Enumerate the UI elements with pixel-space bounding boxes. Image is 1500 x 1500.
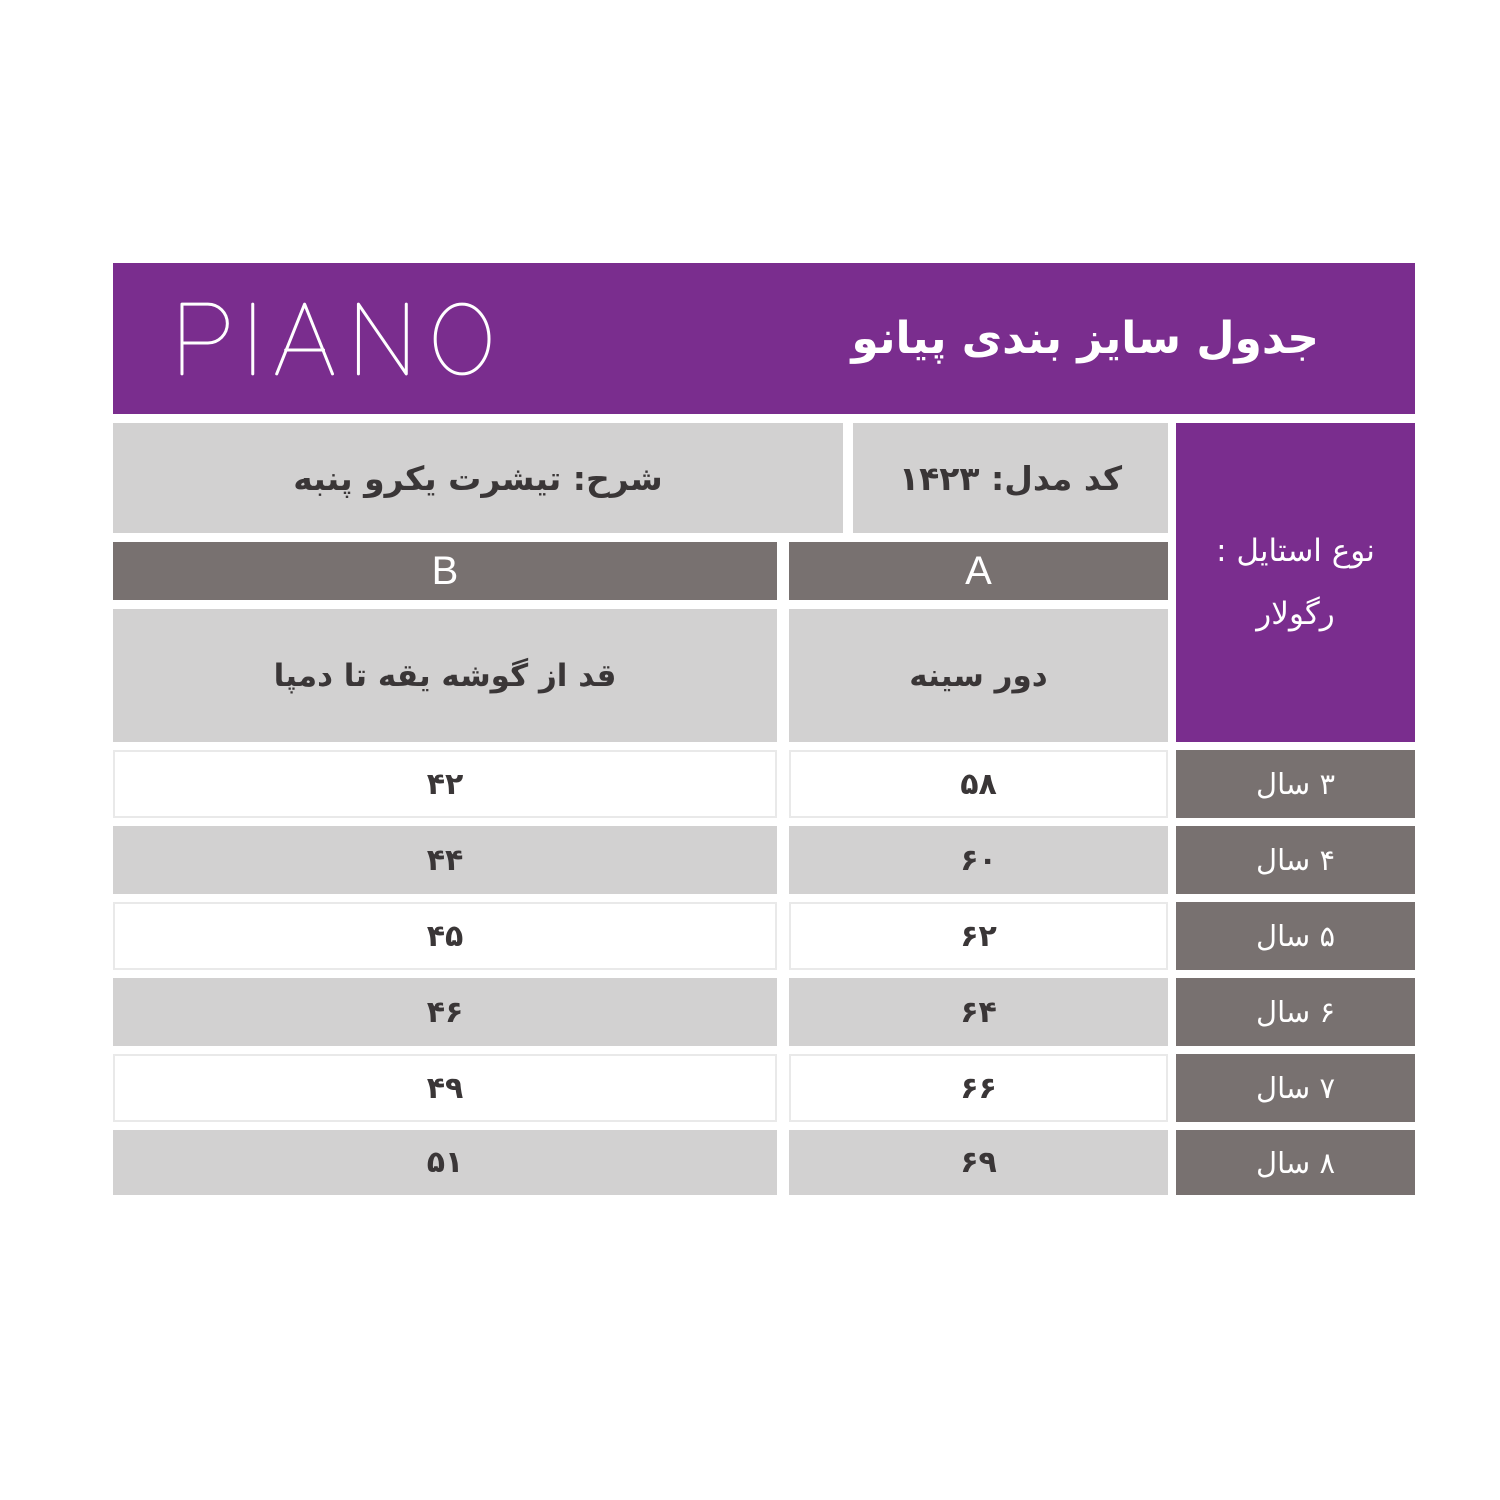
- column-a-header: A: [789, 542, 1168, 600]
- style-type-cell: [1176, 423, 1415, 742]
- table-row: [113, 750, 1415, 818]
- table-row: [113, 902, 1415, 970]
- page-title: جدول سایز بندی پیانو: [851, 313, 1319, 364]
- logo-letter-n: [358, 304, 406, 374]
- logo-letter-p: [182, 304, 227, 374]
- piano-logo: [177, 302, 494, 376]
- size-value-b: ۴۴: [113, 826, 777, 894]
- size-value-a: ۶۶: [789, 1054, 1168, 1122]
- size-value-a: ۶۰: [789, 826, 1168, 894]
- table-row: [113, 1130, 1415, 1195]
- size-value-b: ۴۲: [113, 750, 777, 818]
- size-value-a: ۶۴: [789, 978, 1168, 1046]
- age-label: ۳ سال: [1176, 750, 1415, 818]
- description-cell: شرح: تیشرت یکرو پنبه: [113, 423, 843, 533]
- size-value-b: ۴۶: [113, 978, 777, 1046]
- table-row: [113, 1054, 1415, 1122]
- header-bar: [113, 263, 1415, 414]
- table-row: [113, 826, 1415, 894]
- size-value-b: ۴۹: [113, 1054, 777, 1122]
- age-label: ۵ سال: [1176, 902, 1415, 970]
- age-label: ۴ سال: [1176, 826, 1415, 894]
- column-b-header: B: [113, 542, 777, 600]
- size-value-a: ۶۲: [789, 902, 1168, 970]
- age-label: ۸ سال: [1176, 1130, 1415, 1195]
- model-code-cell: کد مدل: ۱۴۲۳: [853, 423, 1168, 533]
- logo-letter-a: [277, 304, 333, 374]
- size-value-b: ۵۱: [113, 1130, 777, 1195]
- logo-letter-o: [435, 304, 489, 374]
- age-label: ۶ سال: [1176, 978, 1415, 1046]
- age-label: ۷ سال: [1176, 1054, 1415, 1122]
- size-value-b: ۴۵: [113, 902, 777, 970]
- size-value-a: ۶۹: [789, 1130, 1168, 1195]
- column-a-label: دور سینه: [789, 609, 1168, 742]
- table-row: [113, 978, 1415, 1046]
- style-type-label: نوع استایل :: [1216, 532, 1375, 569]
- size-chart-table: [113, 263, 1415, 1195]
- column-b-label: قد از گوشه یقه تا دمپا: [113, 609, 777, 742]
- style-type-value: رگولار: [1256, 595, 1335, 632]
- size-value-a: ۵۸: [789, 750, 1168, 818]
